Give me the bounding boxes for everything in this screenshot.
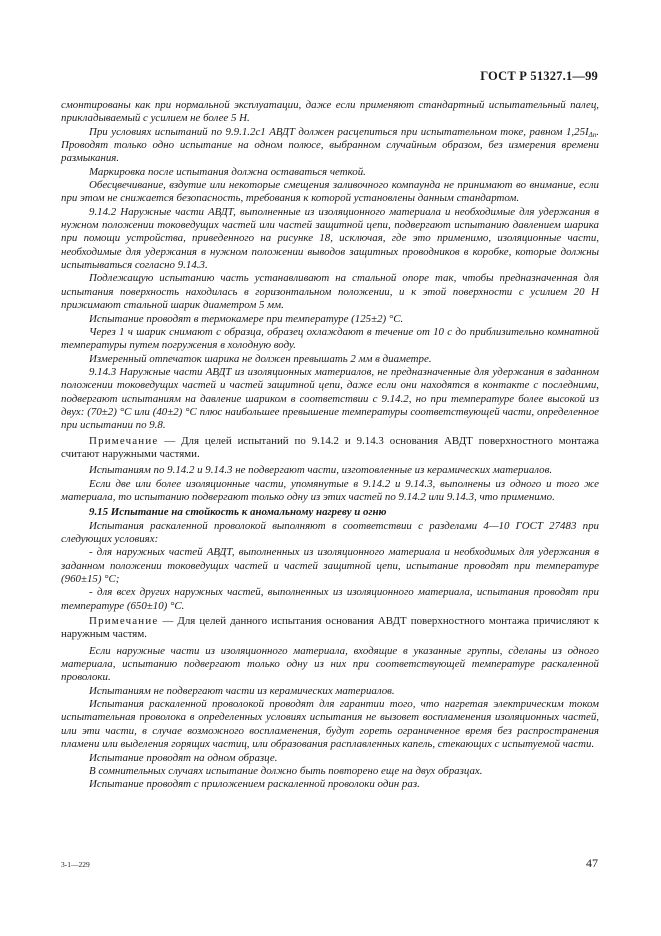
note-text: — Для целей данного испытания основания АВДТ поверхностного монтажа причисляют к наружным частям. [61, 615, 599, 641]
note [61, 435, 599, 462]
paragraph: Испытание проводят в термокамере при температуре (125±2) °С. [89, 312, 404, 325]
paragraph: смонтированы как при нормальной эксплуатации, даже если применяют стандартный испытательный палец, прикладываемый с усилием не более 5 Н. [61, 99, 599, 125]
list-item: - для наружных частей АВДТ, выполненных из изоляционного материала и необходимых для удержания в заданном положении токоведущих частей и частей защитной цепи, испытание проводят при температуре (960±15) °С; [61, 546, 599, 586]
paragraph: Через 1 ч шарик снимают с образца, образец охлаждают в течение от 10 с до приблизительно комнатной температуры путем погружения в холодную воду. [61, 325, 599, 352]
paragraph: Если наружные части из изоляционного материала, входящие в указанные группы, сделаны из одного материала, испытанию подвергают только одну из них при соответствующей температуре раскаленной проволоки. [61, 644, 599, 684]
paragraph-text: При условиях испытаний по 9.9.1.2с1 АВДТ должен расцепиться при испытательном токе, равном 1,25I [89, 125, 589, 138]
paragraph: Обесцвечивание, вздутие или некоторые смещения заливочного компаунда не принимают во внимание, если при этом не снижается безопасность, требования к которой установлены данным стандартом. [61, 179, 599, 205]
document-body [61, 99, 599, 792]
page-header-standard: ГОСТ Р 51327.1—99 [480, 69, 598, 83]
paragraph: Испытание проводят с приложением раскаленной проволоки один раз. [89, 778, 420, 791]
paragraph [61, 126, 599, 166]
note [61, 615, 599, 642]
paragraph: Подлежащую испытанию часть устанавливают на стальной опоре так, чтобы предназначенная для испытания поверхность находилась в горизонтальном положении, и к этой поверхности с усилием 20 Н прижимают стальной шарик диаметром 5 мм. [61, 272, 599, 312]
paragraph: Испытания раскаленной проволокой выполняют в соответствии с разделами 4—10 ГОСТ 27483 при следующих условиях: [61, 519, 599, 545]
paragraph: В сомнительных случаях испытание должно быть повторено еще на двух образцах. [89, 764, 483, 777]
paragraph: 9.14.3 Наружные части АВДТ из изоляционных материалов, не предназначенные для удержания в заданном положении токоведущих частей и частей защитной цепи, даже если они находятся в контакте с последними, подвергают испытаниям на давление шариком в соответствии с 9.14.2, но при температуре более высокой из двух: (70±2) °С или (40±2) °С плюс наибольшее превышение температуры соответствующей части, определенное при испытании по 9.8. [61, 365, 599, 432]
note-label: Примечание [89, 615, 159, 628]
current-subscript: Δn [588, 130, 597, 139]
paragraph-text: . Проводят только одно испытание на одном полюсе, выбранном случайным образом, без измерения времени размыкания. [61, 125, 599, 165]
paragraph: 9.14.2 Наружные части АВДТ, выполненные из изоляционного материала и необходимые для удержания в нужном положении токоведущих частей или частей защитной цепи, подвергают испытанию давлением шарика при помощи устройства, приведенного на рисунке 18, исключая, где это применимо, изоляционные части, необходимые для удержания в нужном положении выводов защитных проводников в коробке, которые должны испытываться согласно 9.14.3. [61, 205, 599, 272]
paragraph: Испытание проводят на одном образце. [89, 751, 278, 764]
footer-code: 3-1—229 [61, 860, 90, 869]
note-text: — Для целей испытаний по 9.14.2 и 9.14.3 основания АВДТ поверхностного монтажа считают наружными частями. [61, 434, 599, 460]
paragraph: Измеренный отпечаток шарика не должен превышать 2 мм в диаметре. [89, 352, 432, 365]
paragraph: Испытаниям по 9.14.2 и 9.14.3 не подвергают части, изготовленные из керамических материалов. [89, 464, 553, 477]
section-heading: 9.15 Испытание на стойкость к аномальному нагреву и огню [89, 506, 387, 519]
list-item: - для всех других наружных частей, выполненных из изоляционного материала, испытания проводят при температуре (650±10) °С. [61, 586, 599, 612]
paragraph: Испытания раскаленной проволокой проводят для гарантии того, что нагретая электрическим током испытательная проволока в определенных условиях испытания не вызовет воспламенения изоляционных частей, или эти части, в случае возможного воспламенения, будут гореть ограниченное время без распространения пламени или выделения горящих частиц, или образования расплавленных капель, стекающих с испытуемой части. [61, 698, 599, 751]
note-label: Примечание [89, 434, 159, 447]
paragraph: Испытаниям не подвергают части из керамических материалов. [89, 684, 395, 697]
paragraph: Маркировка после испытания должна оставаться четкой. [89, 165, 366, 178]
page-number: 47 [586, 856, 598, 870]
paragraph: Если две или более изоляционные части, упомянутые в 9.14.2 и 9.14.3, выполнены из одного и того же материала, то испытанию подвергают только одну из этих частей по 9.14.2 или 9.14.3, что применимо. [61, 477, 599, 503]
